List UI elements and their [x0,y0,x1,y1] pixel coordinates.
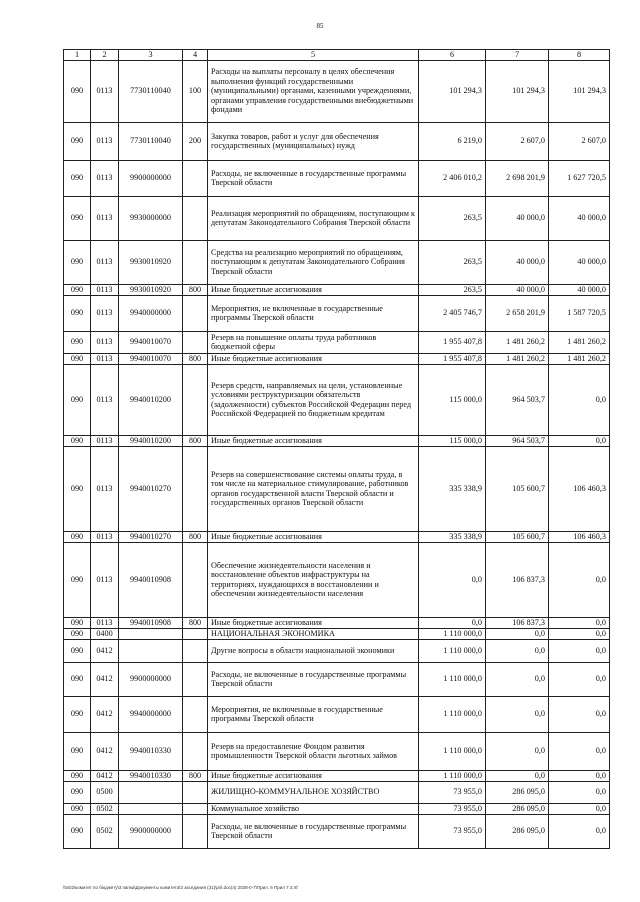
cell-expense-type: 800 [183,531,208,542]
cell-section-code: 0113 [91,295,119,331]
cell-amount-1: 2 405 746,7 [419,295,486,331]
cell-amount-1: 1 110 000,0 [419,770,486,781]
cell-target-article [119,628,183,639]
table-row [64,531,610,542]
cell-section-code: 0113 [91,542,119,617]
cell-section-code: 0502 [91,814,119,848]
cell-amount-1: 2 406 010,2 [419,160,486,196]
cell-section-code: 0412 [91,732,119,770]
cell-amount-3: 2 607,0 [549,122,610,160]
table-row [64,122,610,160]
cell-name: Иные бюджетные ассигнования [208,284,419,295]
table-row [64,284,610,295]
cell-section-code: 0113 [91,284,119,295]
cell-amount-3: 106 460,3 [549,531,610,542]
header-col-3: 3 [119,50,183,61]
cell-amount-2: 1 481 260,2 [486,331,549,353]
cell-expense-type [183,814,208,848]
cell-amount-1: 335 338,9 [419,531,486,542]
cell-section-code: 0412 [91,770,119,781]
table-row [64,364,610,435]
cell-amount-3: 0,0 [549,696,610,732]
header-col-5: 5 [208,50,419,61]
cell-amount-2: 101 294,3 [486,60,549,122]
cell-amount-2: 2 607,0 [486,122,549,160]
cell-admin-code: 090 [64,531,91,542]
cell-admin-code: 090 [64,60,91,122]
cell-target-article: 9900000000 [119,662,183,696]
cell-admin-code: 090 [64,696,91,732]
cell-target-article: 9940010200 [119,435,183,446]
cell-section-code: 0113 [91,364,119,435]
cell-name: Расходы, не включенные в государственные программы Тверской области [208,814,419,848]
cell-expense-type [183,364,208,435]
cell-expense-type: 800 [183,284,208,295]
cell-admin-code: 090 [64,617,91,628]
table-row [64,628,610,639]
cell-amount-3: 0,0 [549,814,610,848]
cell-admin-code: 090 [64,353,91,364]
cell-target-article: 9940010270 [119,531,183,542]
cell-name: НАЦИОНАЛЬНАЯ ЭКОНОМИКА [208,628,419,639]
cell-amount-1: 0,0 [419,617,486,628]
header-col-8: 8 [549,50,610,61]
cell-expense-type: 200 [183,122,208,160]
cell-target-article: 9940010908 [119,542,183,617]
cell-admin-code: 090 [64,770,91,781]
cell-expense-type [183,696,208,732]
cell-section-code: 0412 [91,696,119,732]
cell-expense-type: 800 [183,353,208,364]
table-row [64,696,610,732]
cell-section-code: 0113 [91,196,119,240]
cell-admin-code: 090 [64,364,91,435]
cell-amount-1: 6 219,0 [419,122,486,160]
table-row [64,435,610,446]
cell-amount-1: 1 955 407,8 [419,331,486,353]
cell-amount-3: 106 460,3 [549,446,610,531]
cell-section-code: 0113 [91,353,119,364]
cell-name: Обеспечение жизнедеятельности населения и восстановление объектов инфраструктуры на территориях, нуждающихся в восстановлении и обеспечении жизнедеятельности населения [208,542,419,617]
cell-name: ЖИЛИЩНО-КОММУНАЛЬНОЕ ХОЗЯЙСТВО [208,781,419,803]
cell-name: Реализация мероприятий по обращениям, поступающим к депутатам Законодательного Собрания Тверской области [208,196,419,240]
cell-amount-3: 40 000,0 [549,284,610,295]
cell-target-article: 9930010920 [119,240,183,284]
header-col-6: 6 [419,50,486,61]
cell-admin-code: 090 [64,803,91,814]
cell-admin-code: 090 [64,446,91,531]
table-row [64,814,610,848]
cell-amount-3: 1 587 720,5 [549,295,610,331]
cell-amount-3: 0,0 [549,364,610,435]
cell-section-code: 0502 [91,803,119,814]
cell-expense-type [183,628,208,639]
cell-amount-2: 106 837,3 [486,617,549,628]
header-col-1: 1 [64,50,91,61]
cell-amount-3: 40 000,0 [549,240,610,284]
cell-target-article: 9940000000 [119,696,183,732]
cell-amount-2: 40 000,0 [486,196,549,240]
cell-expense-type [183,240,208,284]
cell-target-article: 9940010070 [119,353,183,364]
cell-section-code: 0113 [91,531,119,542]
cell-section-code: 0500 [91,781,119,803]
cell-amount-1: 115 000,0 [419,364,486,435]
cell-target-article: 9900000000 [119,160,183,196]
cell-expense-type [183,160,208,196]
table-row [64,781,610,803]
cell-amount-3: 1 481 260,2 [549,331,610,353]
table-row [64,160,610,196]
cell-amount-1: 115 000,0 [419,435,486,446]
cell-target-article: 9940010330 [119,770,183,781]
cell-admin-code: 090 [64,639,91,662]
table-row [64,196,610,240]
cell-target-article: 9940010330 [119,732,183,770]
cell-section-code: 0113 [91,331,119,353]
cell-name: Мероприятия, не включенные в государственные программы Тверской области [208,295,419,331]
table-row [64,295,610,331]
cell-admin-code: 090 [64,781,91,803]
cell-expense-type [183,803,208,814]
cell-amount-3: 0,0 [549,435,610,446]
cell-admin-code: 090 [64,122,91,160]
cell-amount-2: 0,0 [486,696,549,732]
cell-amount-3: 0,0 [549,628,610,639]
cell-amount-1: 1 110 000,0 [419,732,486,770]
cell-section-code: 0412 [91,662,119,696]
cell-expense-type: 800 [183,617,208,628]
cell-name: Закупка товаров, работ и услуг для обеспечения государственных (муниципальных) нужд [208,122,419,160]
cell-admin-code: 090 [64,662,91,696]
cell-name: Иные бюджетные ассигнования [208,353,419,364]
cell-admin-code: 090 [64,628,91,639]
cell-expense-type [183,639,208,662]
cell-amount-3: 0,0 [549,542,610,617]
cell-name: Резерв на совершенствование системы оплаты труда, в том числе на материальное стимулирование, работников органов государственной власти Тверской области и государственных органов Тверской области [208,446,419,531]
cell-name: Расходы на выплаты персоналу в целях обеспечения выполнения функций государственными (муниципальными) органами, казенными учреждениями, органами управления государственными внебюджетными фондами [208,60,419,122]
cell-target-article: 9940010200 [119,364,183,435]
cell-amount-1: 73 955,0 [419,814,486,848]
table-row [64,60,610,122]
table-row [64,542,610,617]
cell-amount-3: 1 627 720,5 [549,160,610,196]
cell-section-code: 0113 [91,160,119,196]
cell-section-code: 0113 [91,435,119,446]
cell-target-article: 9930010920 [119,284,183,295]
cell-amount-3: 1 481 260,2 [549,353,610,364]
cell-amount-3: 101 294,3 [549,60,610,122]
table-row [64,240,610,284]
cell-target-article [119,803,183,814]
cell-amount-2: 0,0 [486,770,549,781]
cell-amount-2: 1 481 260,2 [486,353,549,364]
cell-name: Иные бюджетные ассигнования [208,617,419,628]
cell-section-code: 0400 [91,628,119,639]
cell-admin-code: 090 [64,542,91,617]
cell-amount-3: 0,0 [549,732,610,770]
cell-expense-type [183,542,208,617]
cell-name: Резерв на повышение оплаты труда работников бюджетной сферы [208,331,419,353]
cell-expense-type: 800 [183,770,208,781]
page-number: 85 [316,22,324,30]
cell-amount-1: 1 110 000,0 [419,639,486,662]
cell-admin-code: 090 [64,435,91,446]
cell-amount-2: 964 503,7 [486,364,549,435]
cell-amount-2: 40 000,0 [486,284,549,295]
table-row [64,617,610,628]
cell-expense-type [183,196,208,240]
cell-name: Коммунальное хозяйство [208,803,419,814]
cell-name: Иные бюджетные ассигнования [208,435,419,446]
cell-expense-type [183,446,208,531]
cell-amount-2: 40 000,0 [486,240,549,284]
cell-target-article: 7730110040 [119,122,183,160]
cell-name: Расходы, не включенные в государственные программы Тверской области [208,662,419,696]
cell-target-article: 9940010270 [119,446,183,531]
footer-file-path: \\ts02\комитет по бюджету\3 папка\Документы комитета\3 заседания (31)\pril.doc(4) 2028-0-7\Прил. 6 Прил 7 3.rtf [63,885,298,890]
cell-amount-2: 106 837,3 [486,542,549,617]
cell-target-article: 9940010070 [119,331,183,353]
cell-amount-1: 101 294,3 [419,60,486,122]
cell-amount-2: 286 095,0 [486,803,549,814]
table-row [64,446,610,531]
table-row [64,331,610,353]
cell-admin-code: 090 [64,331,91,353]
table-row [64,662,610,696]
cell-amount-1: 263,5 [419,240,486,284]
cell-expense-type [183,662,208,696]
cell-admin-code: 090 [64,240,91,284]
cell-name: Другие вопросы в области национальной экономики [208,639,419,662]
cell-amount-2: 0,0 [486,628,549,639]
cell-amount-3: 0,0 [549,639,610,662]
cell-expense-type: 100 [183,60,208,122]
cell-expense-type [183,331,208,353]
cell-target-article: 9930000000 [119,196,183,240]
cell-amount-1: 0,0 [419,542,486,617]
cell-amount-2: 0,0 [486,732,549,770]
cell-name: Резерв на предоставление Фондом развития промышленности Тверской области льготных займов [208,732,419,770]
header-col-7: 7 [486,50,549,61]
cell-amount-1: 335 338,9 [419,446,486,531]
cell-section-code: 0113 [91,60,119,122]
table-body [64,60,610,848]
cell-name: Иные бюджетные ассигнования [208,770,419,781]
cell-admin-code: 090 [64,284,91,295]
cell-amount-2: 286 095,0 [486,814,549,848]
cell-amount-2: 2 658 201,9 [486,295,549,331]
table-row [64,732,610,770]
cell-amount-2: 0,0 [486,639,549,662]
cell-target-article: 9900000000 [119,814,183,848]
cell-amount-2: 105 600,7 [486,531,549,542]
cell-name: Мероприятия, не включенные в государственные программы Тверской области [208,696,419,732]
cell-target-article: 7730110040 [119,60,183,122]
cell-expense-type [183,781,208,803]
cell-amount-2: 105 600,7 [486,446,549,531]
cell-target-article: 9940010908 [119,617,183,628]
cell-expense-type [183,732,208,770]
cell-amount-3: 40 000,0 [549,196,610,240]
cell-amount-1: 1 110 000,0 [419,662,486,696]
cell-admin-code: 090 [64,196,91,240]
cell-expense-type [183,295,208,331]
cell-amount-2: 2 698 201,9 [486,160,549,196]
cell-amount-3: 0,0 [549,662,610,696]
cell-admin-code: 090 [64,160,91,196]
budget-table [63,49,610,849]
table-row [64,770,610,781]
cell-amount-3: 0,0 [549,803,610,814]
cell-name: Расходы, не включенные в государственные программы Тверской области [208,160,419,196]
cell-target-article: 9940000000 [119,295,183,331]
cell-section-code: 0113 [91,617,119,628]
cell-target-article [119,639,183,662]
cell-admin-code: 090 [64,814,91,848]
table-row [64,353,610,364]
cell-name: Резерв средств, направляемых на цели, установленные условиями реструктуризации обязательств (задолженности) субъектов Российской Федерации перед Российской Федерацией по бюджетным кредитам [208,364,419,435]
cell-section-code: 0113 [91,446,119,531]
header-col-2: 2 [91,50,119,61]
cell-amount-1: 263,5 [419,196,486,240]
cell-target-article [119,781,183,803]
cell-amount-1: 73 955,0 [419,781,486,803]
cell-amount-1: 1 955 407,8 [419,353,486,364]
cell-amount-1: 1 110 000,0 [419,628,486,639]
cell-amount-3: 0,0 [549,617,610,628]
cell-section-code: 0412 [91,639,119,662]
cell-amount-2: 286 095,0 [486,781,549,803]
cell-name: Средства на реализацию мероприятий по обращениям, поступающим к депутатам Законодательного Собрания Тверской области [208,240,419,284]
cell-amount-3: 0,0 [549,781,610,803]
cell-amount-2: 0,0 [486,662,549,696]
cell-section-code: 0113 [91,240,119,284]
cell-admin-code: 090 [64,295,91,331]
cell-amount-2: 964 503,7 [486,435,549,446]
header-col-4: 4 [183,50,208,61]
table-header-row [64,50,610,61]
cell-amount-1: 73 955,0 [419,803,486,814]
cell-admin-code: 090 [64,732,91,770]
cell-name: Иные бюджетные ассигнования [208,531,419,542]
table-row [64,803,610,814]
table-row [64,639,610,662]
cell-expense-type: 800 [183,435,208,446]
cell-amount-1: 1 110 000,0 [419,696,486,732]
cell-section-code: 0113 [91,122,119,160]
cell-amount-1: 263,5 [419,284,486,295]
cell-amount-3: 0,0 [549,770,610,781]
